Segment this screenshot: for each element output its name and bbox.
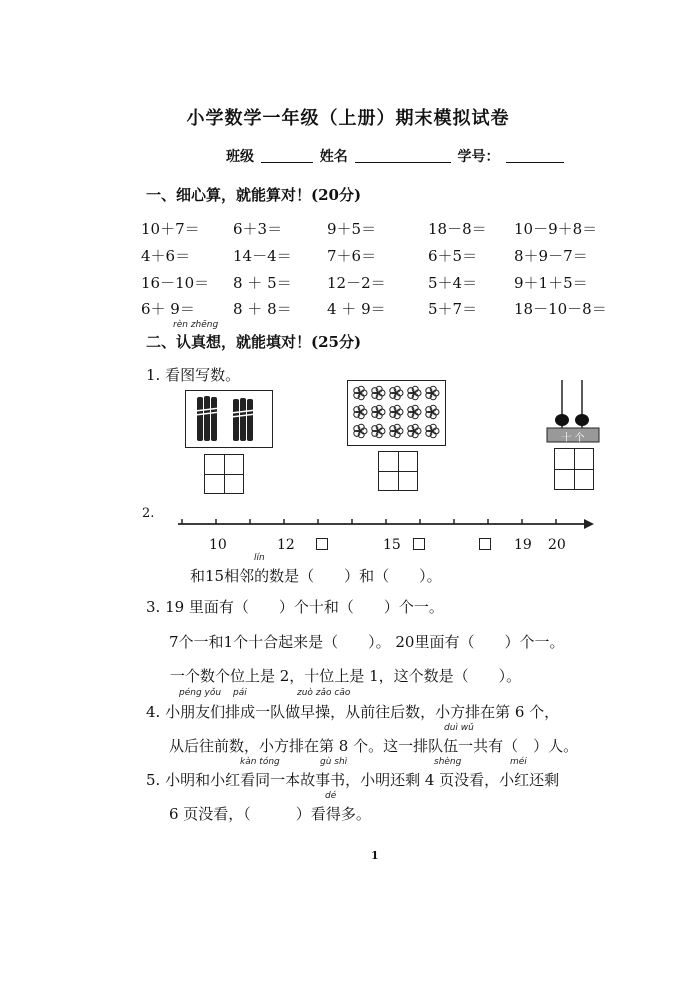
tick-12: 12 <box>277 537 295 553</box>
q4-line1: 4. 小朋友们排成一队做早操，从前往后数，小方排在第 6 个， <box>146 703 560 721</box>
q3-line1: 3. 19 里面有（ ）个十和（ ）个一。 <box>146 598 444 616</box>
abacus-label: 十 个 <box>561 433 585 444</box>
answer-grid-2[interactable] <box>378 451 418 491</box>
section2-title: 二、认真想，就能填对！(25分) <box>146 333 362 351</box>
pinyin-gushi: gù shì <box>320 757 348 767</box>
answer-grid-3[interactable] <box>554 448 594 490</box>
blank-box-18[interactable] <box>479 538 491 550</box>
name-blank[interactable] <box>355 150 451 163</box>
tick-20: 20 <box>548 537 566 553</box>
name-label: 姓名 <box>319 149 348 165</box>
tick-19: 19 <box>514 537 532 553</box>
page-number: 1 <box>371 849 379 862</box>
pinyin-pai: pái <box>233 688 247 698</box>
flower-icon <box>390 405 403 419</box>
flower-icon <box>408 424 421 438</box>
calc-problem: 9＋1＋5＝ <box>514 274 588 292</box>
q5-line2: 6 页没看，（ ）看得多。 <box>169 805 371 823</box>
flower-icon <box>372 386 385 400</box>
calc-problem: 18－10－8＝ <box>514 300 607 318</box>
flower-icon <box>354 405 367 419</box>
pinyin-renzheng: rèn zhēng <box>173 320 219 330</box>
pinyin-sheng: shèng <box>434 757 462 767</box>
flower-icon <box>372 424 385 438</box>
id-blank[interactable] <box>506 150 564 163</box>
pinyin-mei: méi <box>510 757 527 767</box>
q1-label: 1. 看图写数。 <box>146 366 241 384</box>
calc-problem: 9＋5＝ <box>327 220 377 238</box>
class-blank[interactable] <box>261 150 313 163</box>
calc-problem: 5＋7＝ <box>428 300 478 318</box>
student-info-line <box>226 146 566 166</box>
calc-problem: 4 ＋ 9＝ <box>327 300 386 318</box>
calc-problem: 4＋6＝ <box>141 247 191 265</box>
stick-bundles-icon <box>186 391 271 446</box>
pinyin-de: dé <box>325 791 337 801</box>
calc-problem: 6＋3＝ <box>233 220 283 238</box>
pinyin-pengyou: péng yǒu <box>179 688 222 698</box>
calc-problem: 6＋ 9＝ <box>141 300 195 318</box>
id-label: 学号： <box>457 149 500 165</box>
flower-icons <box>348 381 444 444</box>
calc-problem: 8＋9－7＝ <box>514 247 588 265</box>
flower-icon <box>390 424 403 438</box>
pinyin-lin: lín <box>254 553 265 563</box>
q2-label: 2. <box>142 506 155 521</box>
pinyin-kantong: kàn tóng <box>240 757 280 767</box>
section1-title: 一、细心算，就能算对！(20分) <box>146 186 362 204</box>
calc-problem: 5＋4＝ <box>428 274 478 292</box>
flower-icon <box>390 386 403 400</box>
blank-box-13[interactable] <box>316 538 328 550</box>
q4-line2: 从后往前数，小方排在第 8 个。这一排队伍一共有（ ）人。 <box>169 737 579 755</box>
calc-problem: 8 ＋ 5＝ <box>233 274 292 292</box>
flower-icon <box>426 386 439 400</box>
flowers-picture <box>347 380 446 446</box>
flower-icon <box>354 424 367 438</box>
pinyin-zaocao: zuò zǎo cāo <box>297 688 351 698</box>
calc-problem: 8 ＋ 8＝ <box>233 300 292 318</box>
calc-problem: 10＋7＝ <box>141 220 200 238</box>
number-line <box>176 510 596 532</box>
flower-icon <box>408 386 421 400</box>
stick-bundles-picture <box>185 390 273 448</box>
calc-problem: 14－4＝ <box>233 247 292 265</box>
pinyin-duiwu: duì wǔ <box>444 723 474 733</box>
calc-problem: 18－8＝ <box>428 220 487 238</box>
flower-icon <box>426 424 439 438</box>
blank-box-16[interactable] <box>413 538 425 550</box>
tick-10: 10 <box>209 537 227 553</box>
flower-icon <box>354 386 367 400</box>
q5-line1: 5. 小明和小红看同一本故事书，小明还剩 4 页没看，小红还剩 <box>146 771 560 789</box>
calc-problem: 10－9＋8＝ <box>514 220 598 238</box>
q3-line3: 一个数个位上是 2，十位上是 1，这个数是（ ）。 <box>170 667 522 685</box>
calc-problem: 7＋6＝ <box>327 247 377 265</box>
calc-problem: 16－10＝ <box>141 274 210 292</box>
calc-problem: 6＋5＝ <box>428 247 478 265</box>
q3-line2: 7个一和1个十合起来是（ ）。 20里面有（ ）个一。 <box>169 633 565 651</box>
page-title: 小学数学一年级（上册）期末模拟试卷 <box>186 108 510 129</box>
flower-icon <box>426 405 439 419</box>
answer-grid-1[interactable] <box>204 454 244 494</box>
flower-icon <box>372 405 385 419</box>
calc-problem: 12－2＝ <box>327 274 386 292</box>
flower-icon <box>408 405 421 419</box>
tick-15: 15 <box>383 537 401 553</box>
q2-text: 和15相邻的数是（ ）和（ ）。 <box>190 567 442 585</box>
abacus-picture <box>545 376 601 448</box>
class-label: 班级 <box>226 149 254 165</box>
